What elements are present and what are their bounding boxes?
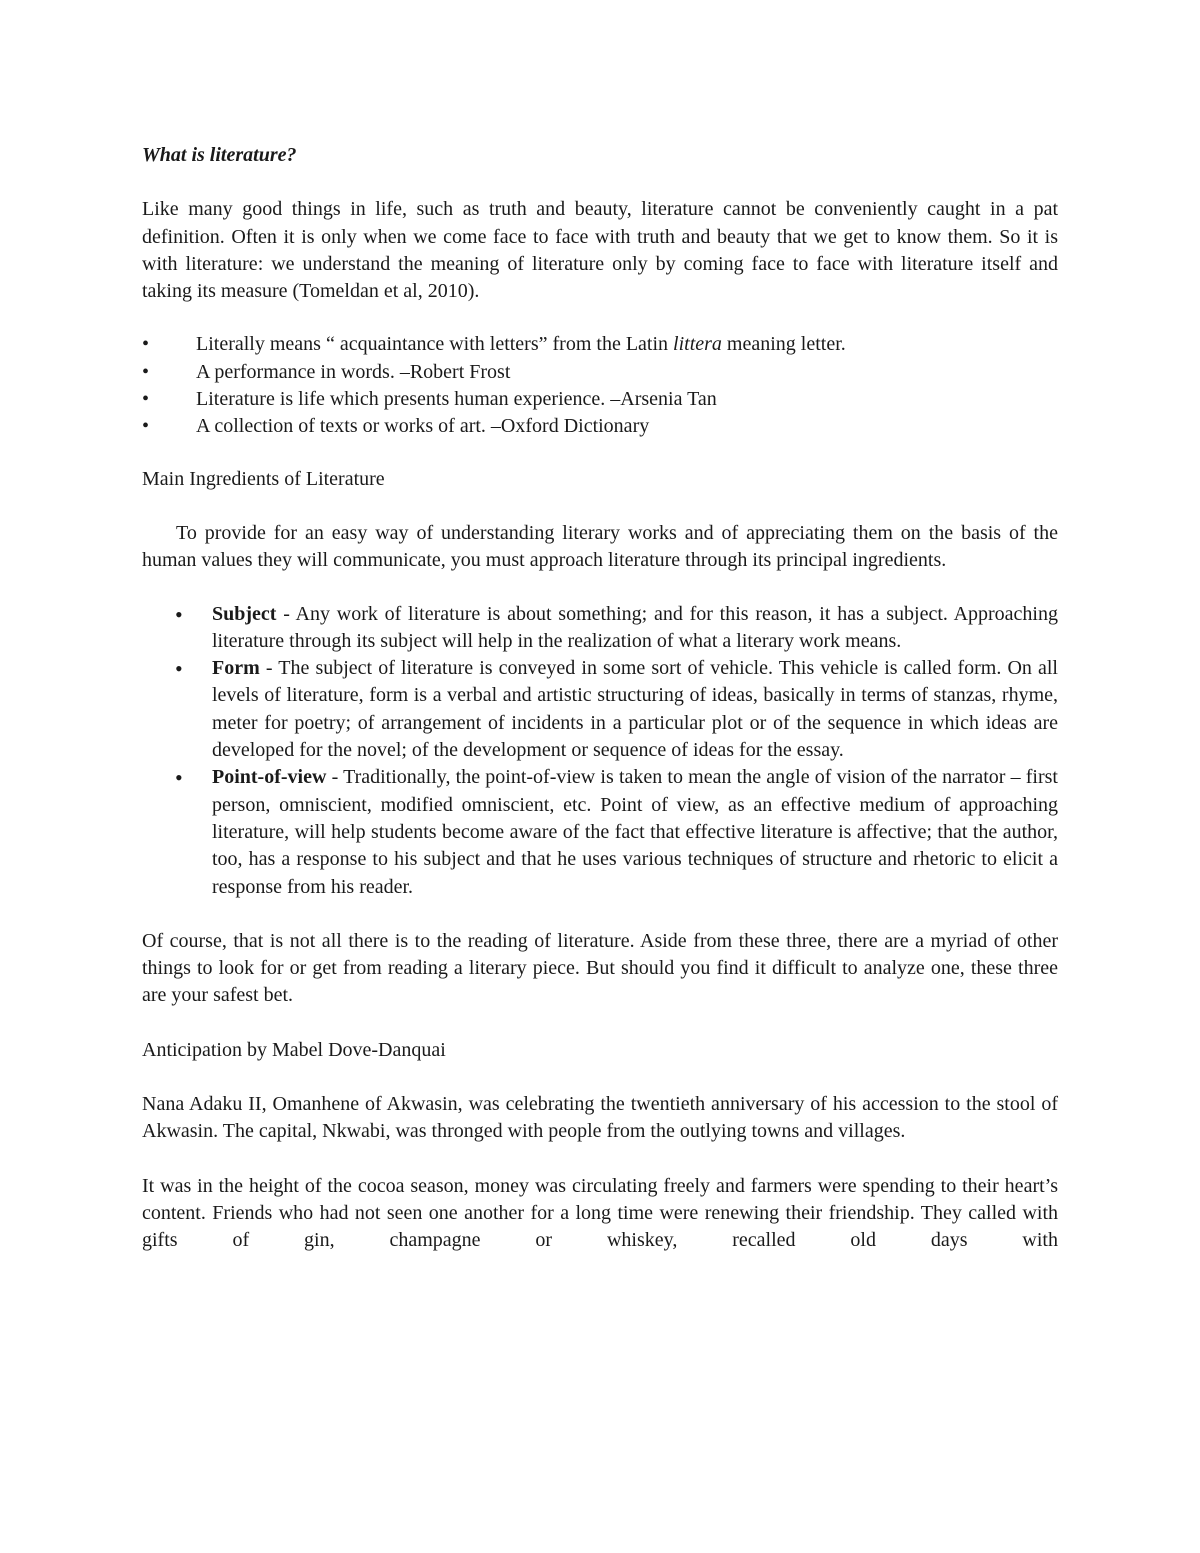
definition-item	[142, 359, 1058, 386]
definition-text: Literally means “ acquaintance with letters” from the Latin	[196, 333, 674, 356]
bullet-icon: •	[142, 333, 150, 356]
ingredients-intro: To provide for an easy way of understanding literary works and of appreciating them on the basis of the human values they will communicate, you must approach literature through its principal ingredients.	[142, 521, 1058, 572]
ingredient-description: - The subject of literature is conveyed in some sort of vehicle. This vehicle is called form. On all levels of literature, form is a verbal and artistic structuring of ideas, basically in terms of stanzas, rhyme, meter for poetry; of arrangement of incidents in a particular plot or of the sequence in which ideas are developed for the novel; of the development or sequence of ideas for the essay.	[212, 657, 1058, 762]
definition-text: A collection of texts or works of art. –Oxford Dictionary	[196, 415, 650, 438]
ingredient-description: - Any work of literature is about something; and for this reason, it has a subject. Approaching literature through its subject will help in the realization of what a literary work means.	[212, 602, 1058, 652]
bullet-icon: •	[175, 601, 183, 627]
story-heading: Anticipation by Mabel Dove-Danquai	[142, 1038, 446, 1061]
latin-term: littera	[673, 333, 722, 356]
ingredient-description: - Traditionally, the point-of-view is taken to mean the angle of vision of the narrator – first person, omniscient, modified omniscient, etc. Point of view, as an effective medium of approaching literature, will help students become aware of the fact that effective literature is affective; that the author, too, has a response to his subject and that he uses various techniques of structure and rhetoric to elicit a response from his reader.	[212, 766, 1058, 898]
definition-item	[142, 331, 1058, 358]
definition-list	[142, 331, 1058, 440]
story-paragraph: Nana Adaku II, Omanhene of Akwasin, was celebrating the twentieth anniversary of his accession to the stool of Akwasin. The capital, Nkwabi, was thronged with people from the outlying towns and villages.	[142, 1093, 1058, 1143]
ingredient-term: Subject	[212, 602, 277, 625]
page-title: What is literature?	[142, 144, 297, 166]
bullet-icon: •	[142, 415, 150, 438]
definition-item	[142, 413, 1058, 440]
ingredient-point-of-view	[175, 764, 1058, 900]
ingredient-term: Point-of-view	[212, 766, 327, 789]
bullet-icon: •	[142, 360, 150, 383]
ingredient-subject	[175, 601, 1058, 656]
bullet-icon: •	[142, 388, 150, 411]
definition-text: A performance in words. –Robert Frost	[196, 360, 511, 383]
definition-item	[142, 386, 1058, 413]
definition-text: meaning letter.	[721, 333, 846, 356]
story-paragraph: It was in the height of the cocoa season, money was circulating freely and farmers were spending to their heart’s content. Friends who had not seen one another for a long time were renewing their friendship. They called with gifts of gin, champagne or whiskey, recalled old days with	[142, 1174, 1058, 1252]
bullet-icon: •	[175, 765, 183, 791]
conclusion-paragraph: Of course, that is not all there is to the reading of literature. Aside from these three, there are a myriad of other things to look for or get from reading a literary piece. But should you find it difficult to analyze one, these three are your safest bet.	[142, 929, 1058, 1007]
definition-text: Literature is life which presents human experience. –Arsenia Tan	[196, 388, 717, 411]
intro-paragraph: Like many good things in life, such as truth and beauty, literature cannot be conveniently caught in a pat definition. Often it is only when we come face to face with truth and beauty that we get to know them. So it is with literature: we understand the meaning of literature only by coming face to face with literature itself and taking its measure (Tomeldan et al, 2010).	[142, 198, 1058, 303]
ingredient-form	[175, 655, 1058, 764]
ingredients-heading: Main Ingredients of Literature	[142, 467, 385, 490]
document-body	[142, 142, 1058, 1255]
ingredients-list	[142, 601, 1058, 901]
bullet-icon: •	[175, 656, 183, 682]
ingredient-term: Form	[212, 657, 260, 680]
